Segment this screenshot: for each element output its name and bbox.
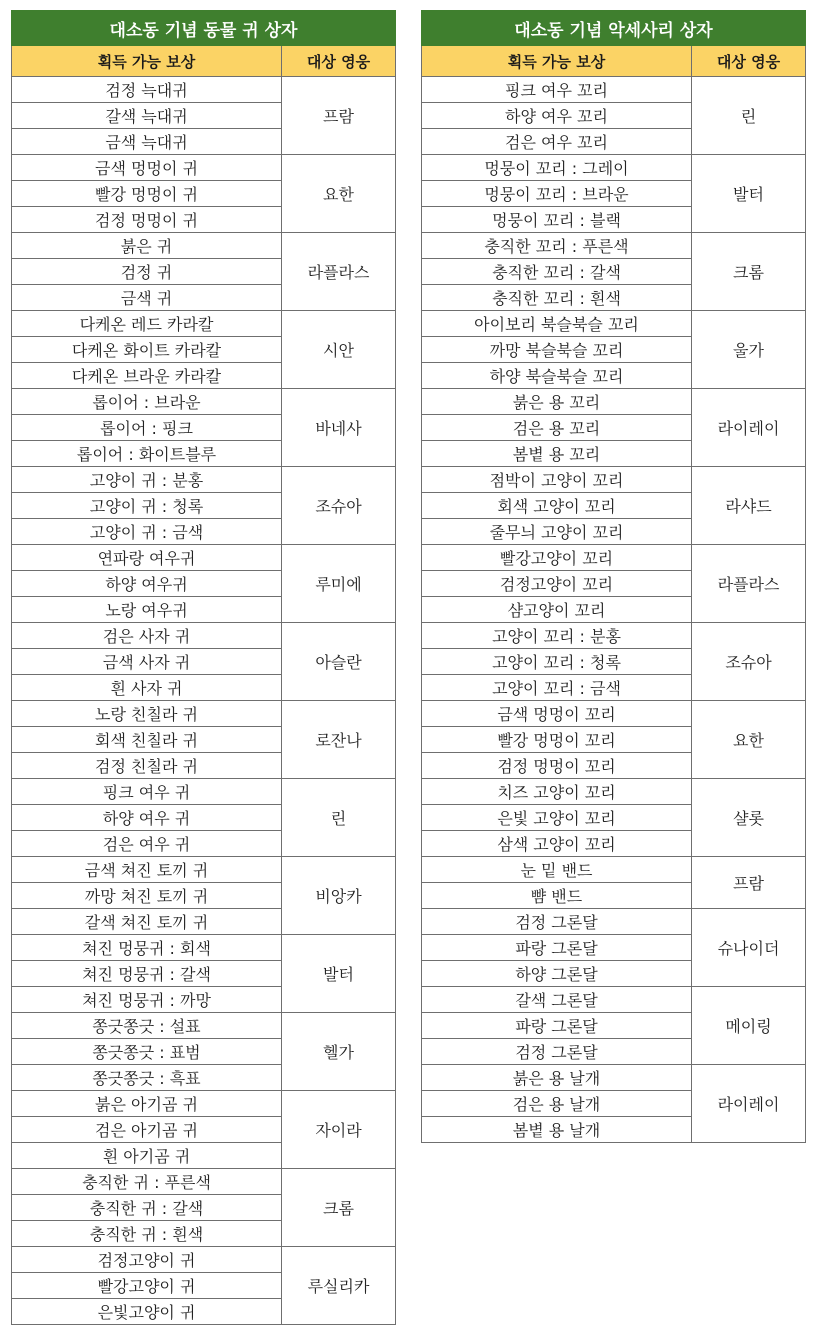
reward-item: 흰 아기곰 귀: [12, 1143, 282, 1169]
table-row: [422, 545, 806, 571]
reward-item: 검은 용 날개: [422, 1091, 692, 1117]
reward-item: 하양 그론달: [422, 961, 692, 987]
reward-item: 하양 북슬북슬 꼬리: [422, 363, 692, 389]
reward-item: 검정 귀: [12, 259, 282, 285]
table-row: [12, 779, 396, 805]
table-row: [422, 1065, 806, 1091]
target-hero: 바네사: [282, 389, 396, 467]
table-row: [422, 467, 806, 493]
table-row: [12, 77, 396, 103]
reward-item: 은빛 고양이 꼬리: [422, 805, 692, 831]
target-hero: 메이링: [692, 987, 806, 1065]
reward-item: 검정 그론달: [422, 1039, 692, 1065]
reward-item: 고양이 귀 : 금색: [12, 519, 282, 545]
reward-item: 삼색 고양이 꼬리: [422, 831, 692, 857]
reward-item: 파랑 그론달: [422, 935, 692, 961]
reward-item: 검은 사자 귀: [12, 623, 282, 649]
table-row: [12, 935, 396, 961]
target-hero: 프람: [692, 857, 806, 909]
reward-item: 다케온 레드 카라칼: [12, 311, 282, 337]
table-title: 대소동 기념 악세사리 상자: [422, 11, 806, 46]
target-hero: 라이레이: [692, 389, 806, 467]
reward-item: 금색 멍멍이 꼬리: [422, 701, 692, 727]
table-row: [12, 467, 396, 493]
reward-item: 핑크 여우 꼬리: [422, 77, 692, 103]
target-hero: 요한: [692, 701, 806, 779]
table-row: [12, 1013, 396, 1039]
table-row: [422, 857, 806, 883]
reward-item: 금색 귀: [12, 285, 282, 311]
target-hero: 크롬: [692, 233, 806, 311]
reward-item: 멍뭉이 꼬리 : 브라운: [422, 181, 692, 207]
reward-item: 쫑긋쫑긋 : 표범: [12, 1039, 282, 1065]
target-hero: 헬가: [282, 1013, 396, 1091]
animal-ear-box-table: [11, 10, 396, 1325]
target-hero: 자이라: [282, 1091, 396, 1169]
reward-item: 하양 여우귀: [12, 571, 282, 597]
target-hero: 요한: [282, 155, 396, 233]
reward-item: 금색 사자 귀: [12, 649, 282, 675]
table-row: [12, 1247, 396, 1273]
reward-item: 회색 친칠라 귀: [12, 727, 282, 753]
table-row: [422, 389, 806, 415]
table-row: [12, 233, 396, 259]
reward-item: 고양이 귀 : 청록: [12, 493, 282, 519]
reward-item: 다케온 브라운 카라칼: [12, 363, 282, 389]
reward-item: 치즈 고양이 꼬리: [422, 779, 692, 805]
reward-item: 고양이 꼬리 : 분홍: [422, 623, 692, 649]
reward-item: 갈색 늑대귀: [12, 103, 282, 129]
reward-item: 쳐진 멍뭉귀 : 회색: [12, 935, 282, 961]
column-header-hero: 대상 영웅: [282, 46, 396, 77]
reward-item: 고양이 귀 : 분홍: [12, 467, 282, 493]
reward-item: 핑크 여우 귀: [12, 779, 282, 805]
reward-item: 검정고양이 꼬리: [422, 571, 692, 597]
reward-item: 롭이어 : 브라운: [12, 389, 282, 415]
target-hero: 슈나이더: [692, 909, 806, 987]
reward-item: 검정 늑대귀: [12, 77, 282, 103]
reward-item: 고양이 꼬리 : 청록: [422, 649, 692, 675]
reward-item: 검정고양이 귀: [12, 1247, 282, 1273]
reward-item: 노랑 여우귀: [12, 597, 282, 623]
reward-item: 은빛고양이 귀: [12, 1299, 282, 1325]
reward-item: 검은 여우 귀: [12, 831, 282, 857]
table-row: [12, 311, 396, 337]
table-row: [422, 77, 806, 103]
reward-item: 샴고양이 꼬리: [422, 597, 692, 623]
target-hero: 루미에: [282, 545, 396, 623]
reward-item: 까망 쳐진 토끼 귀: [12, 883, 282, 909]
column-header-reward: 획득 가능 보상: [422, 46, 692, 77]
reward-item: 붉은 용 꼬리: [422, 389, 692, 415]
reward-item: 금색 멍멍이 귀: [12, 155, 282, 181]
reward-item: 검은 아기곰 귀: [12, 1117, 282, 1143]
target-hero: 로잔나: [282, 701, 396, 779]
reward-item: 붉은 용 날개: [422, 1065, 692, 1091]
reward-item: 까망 북슬북슬 꼬리: [422, 337, 692, 363]
reward-item: 롭이어 : 화이트블루: [12, 441, 282, 467]
table-row: [422, 701, 806, 727]
table-row: [422, 311, 806, 337]
column-header-reward: 획득 가능 보상: [12, 46, 282, 77]
reward-item: 쫑긋쫑긋 : 설표: [12, 1013, 282, 1039]
reward-item: 검정 그론달: [422, 909, 692, 935]
reward-item: 연파랑 여우귀: [12, 545, 282, 571]
table-row: [422, 909, 806, 935]
target-hero: 아슬란: [282, 623, 396, 701]
reward-item: 갈색 쳐진 토끼 귀: [12, 909, 282, 935]
reward-item: 회색 고양이 꼬리: [422, 493, 692, 519]
target-hero: 라샤드: [692, 467, 806, 545]
reward-item: 아이보리 북슬북슬 꼬리: [422, 311, 692, 337]
reward-item: 봄볕 용 날개: [422, 1117, 692, 1143]
accessory-box-table: [421, 10, 806, 1143]
reward-item: 멍뭉이 꼬리 : 그레이: [422, 155, 692, 181]
reward-item: 쫑긋쫑긋 : 흑표: [12, 1065, 282, 1091]
target-hero: 라플라스: [282, 233, 396, 311]
target-hero: 비앙카: [282, 857, 396, 935]
reward-item: 빨강고양이 꼬리: [422, 545, 692, 571]
table-row: [12, 155, 396, 181]
target-hero: 린: [692, 77, 806, 155]
reward-item: 쳐진 멍뭉귀 : 까망: [12, 987, 282, 1013]
reward-item: 빨강고양이 귀: [12, 1273, 282, 1299]
table-row: [12, 1091, 396, 1117]
table-row: [12, 623, 396, 649]
reward-item: 점박이 고양이 꼬리: [422, 467, 692, 493]
table-row: [12, 857, 396, 883]
reward-item: 하양 여우 꼬리: [422, 103, 692, 129]
target-hero: 울가: [692, 311, 806, 389]
target-hero: 발터: [282, 935, 396, 1013]
reward-item: 눈 밑 밴드: [422, 857, 692, 883]
reward-item: 붉은 귀: [12, 233, 282, 259]
reward-item: 금색 늑대귀: [12, 129, 282, 155]
reward-item: 멍뭉이 꼬리 : 블랙: [422, 207, 692, 233]
table-body: [12, 77, 396, 1325]
target-hero: 프람: [282, 77, 396, 155]
reward-item: 쳐진 멍뭉귀 : 갈색: [12, 961, 282, 987]
reward-item: 줄무늬 고양이 꼬리: [422, 519, 692, 545]
reward-item: 뺨 밴드: [422, 883, 692, 909]
reward-item: 금색 쳐진 토끼 귀: [12, 857, 282, 883]
reward-item: 봄볕 용 꼬리: [422, 441, 692, 467]
target-hero: 샬롯: [692, 779, 806, 857]
table-row: [12, 1169, 396, 1195]
reward-item: 검은 용 꼬리: [422, 415, 692, 441]
target-hero: 시안: [282, 311, 396, 389]
table-row: [422, 155, 806, 181]
reward-item: 노랑 친칠라 귀: [12, 701, 282, 727]
target-hero: 린: [282, 779, 396, 857]
table-row: [422, 779, 806, 805]
reward-item: 다케온 화이트 카라칼: [12, 337, 282, 363]
reward-item: 빨강 멍멍이 꼬리: [422, 727, 692, 753]
reward-item: 붉은 아기곰 귀: [12, 1091, 282, 1117]
reward-item: 파랑 그론달: [422, 1013, 692, 1039]
reward-item: 검정 멍멍이 꼬리: [422, 753, 692, 779]
table-row: [12, 389, 396, 415]
table-row: [422, 623, 806, 649]
target-hero: 조슈아: [692, 623, 806, 701]
table-row: [422, 233, 806, 259]
reward-item: 검정 멍멍이 귀: [12, 207, 282, 233]
reward-item: 흰 사자 귀: [12, 675, 282, 701]
reward-item: 하양 여우 귀: [12, 805, 282, 831]
reward-item: 빨강 멍멍이 귀: [12, 181, 282, 207]
table-row: [12, 545, 396, 571]
reward-item: 충직한 꼬리 : 갈색: [422, 259, 692, 285]
target-hero: 라플라스: [692, 545, 806, 623]
target-hero: 조슈아: [282, 467, 396, 545]
column-header-hero: 대상 영웅: [692, 46, 806, 77]
reward-item: 충직한 귀 : 갈색: [12, 1195, 282, 1221]
reward-item: 충직한 꼬리 : 푸른색: [422, 233, 692, 259]
table-body: [422, 77, 806, 1143]
target-hero: 루실리카: [282, 1247, 396, 1325]
reward-item: 고양이 꼬리 : 금색: [422, 675, 692, 701]
table-title: 대소동 기념 동물 귀 상자: [12, 11, 396, 46]
reward-item: 검정 친칠라 귀: [12, 753, 282, 779]
reward-item: 검은 여우 꼬리: [422, 129, 692, 155]
reward-item: 충직한 꼬리 : 흰색: [422, 285, 692, 311]
reward-item: 갈색 그론달: [422, 987, 692, 1013]
reward-item: 충직한 귀 : 푸른색: [12, 1169, 282, 1195]
reward-item: 롭이어 : 핑크: [12, 415, 282, 441]
target-hero: 발터: [692, 155, 806, 233]
table-row: [12, 701, 396, 727]
target-hero: 크롬: [282, 1169, 396, 1247]
table-row: [422, 987, 806, 1013]
target-hero: 라이레이: [692, 1065, 806, 1143]
reward-item: 충직한 귀 : 흰색: [12, 1221, 282, 1247]
